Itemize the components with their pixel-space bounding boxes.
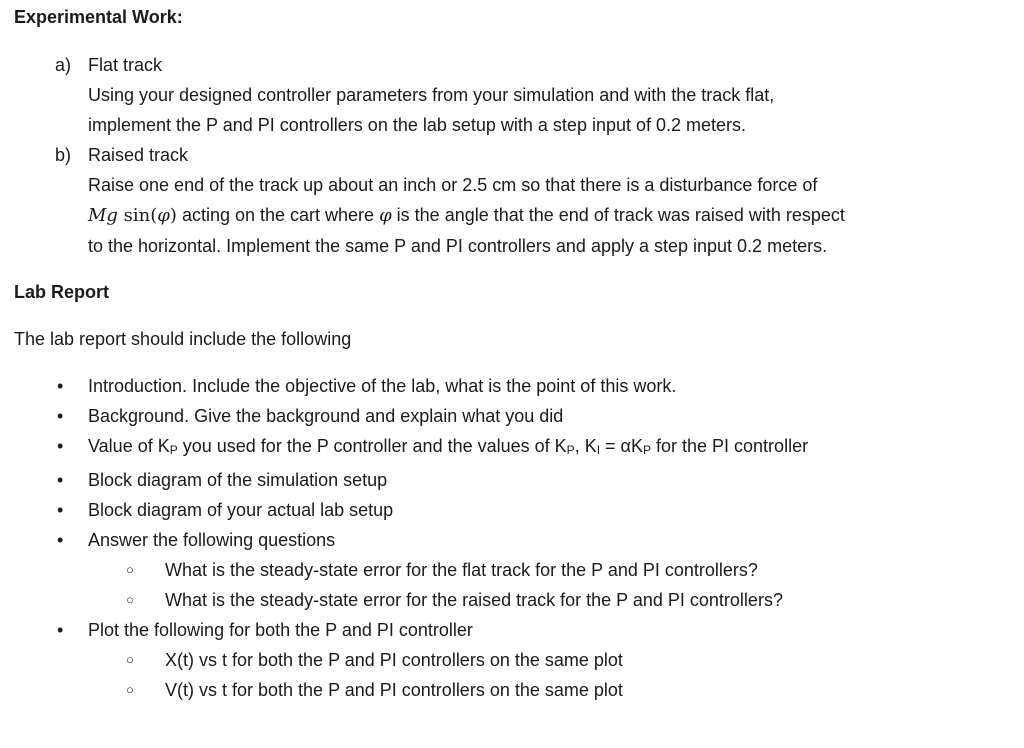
sub-bullet-item-raised-track-error xyxy=(126,585,1024,615)
bullet-item-block-diagram-lab xyxy=(57,495,1024,525)
bullet-icon: • xyxy=(57,376,64,396)
list-marker-b: b) xyxy=(55,145,72,165)
math-phi-symbol: φ xyxy=(157,205,170,226)
bullet-item-kp-values xyxy=(57,431,1024,465)
kp-text-segment: for the PI controller xyxy=(651,436,809,456)
kp-text-segment: you used for the P controller and the values of K xyxy=(177,436,567,456)
bullet-text: Answer the following questions xyxy=(88,530,336,550)
item-a-title: Flat track xyxy=(88,55,163,75)
subscript-P: P xyxy=(642,443,651,457)
item-a-body-line-2: implement the P and PI controllers on the lab setup with a step input of 0.2 meters. xyxy=(88,115,747,135)
list-item-b xyxy=(55,140,1024,261)
bullet-icon: • xyxy=(57,436,64,456)
bullet-text: Plot the following for both the P and PI controller xyxy=(88,620,473,640)
section-heading-lab-report: Lab Report xyxy=(14,282,110,302)
circle-bullet-icon: ○ xyxy=(126,592,134,607)
list-item-a xyxy=(55,50,1024,140)
kp-text-segment: = αK xyxy=(600,436,643,456)
item-b-body-line-1: Raise one end of the track up about an inch or 2.5 cm so that there is a disturbance force of xyxy=(88,175,818,195)
item-b-body-line-2 xyxy=(88,200,1024,231)
item-b-body-line-2-tail: is the angle that the end of track was raised with respect xyxy=(391,205,845,225)
sub-bullet-text: What is the steady-state error for the raised track for the P and PI controllers? xyxy=(165,590,783,610)
list-marker-a: a) xyxy=(55,55,72,75)
kp-text-segment: Value of K xyxy=(88,436,170,456)
math-close-paren: ) xyxy=(169,205,177,226)
bullet-item-answer-questions xyxy=(57,525,1024,555)
bullet-item-plot-following xyxy=(57,615,1024,645)
sub-bullet-item-xt-plot xyxy=(126,645,1024,675)
item-a-body-line-1: Using your designed controller parameters from your simulation and with the track flat, xyxy=(88,85,775,105)
circle-bullet-icon: ○ xyxy=(126,562,134,577)
sub-bullet-text: V(t) vs t for both the P and PI controllers on the same plot xyxy=(165,680,623,700)
alpha-list xyxy=(55,50,1024,261)
item-b-title: Raised track xyxy=(88,145,189,165)
sub-bullet-item-flat-track-error xyxy=(126,555,1024,585)
bullet-icon: • xyxy=(57,530,64,550)
bullet-text: Introduction. Include the objective of the lab, what is the point of this work. xyxy=(88,376,677,396)
item-b-body-line-3: to the horizontal. Implement the same P and PI controllers and apply a step input 0.2 meters. xyxy=(88,236,828,256)
subscript-P: P xyxy=(566,443,575,457)
bullet-list xyxy=(14,371,1024,705)
circle-bullet-icon: ○ xyxy=(126,682,134,697)
sub-bullet-text: X(t) vs t for both the P and PI controllers on the same plot xyxy=(165,650,623,670)
bullet-text xyxy=(88,431,1024,465)
bullet-text: Block diagram of your actual lab setup xyxy=(88,500,394,520)
bullet-icon: • xyxy=(57,470,64,490)
bullet-icon: • xyxy=(57,620,64,640)
bullet-text: Block diagram of the simulation setup xyxy=(88,470,388,490)
math-phi-symbol-2: φ xyxy=(379,205,392,226)
bullet-icon: • xyxy=(57,500,64,520)
kp-text-segment: , K xyxy=(574,436,597,456)
bullet-item-background xyxy=(57,401,1024,431)
subscript-P: P xyxy=(169,443,178,457)
section-heading-experimental: Experimental Work: xyxy=(14,7,183,27)
bullet-item-block-diagram-sim xyxy=(57,465,1024,495)
item-b-body-line-2-mid: acting on the cart where xyxy=(176,205,380,225)
math-term-Mg: Mg xyxy=(88,205,118,226)
circle-bullet-icon: ○ xyxy=(126,652,134,667)
lab-report-intro: The lab report should include the following xyxy=(14,329,352,349)
bullet-icon: • xyxy=(57,406,64,426)
bullet-item-introduction xyxy=(57,371,1024,401)
math-sin-open: sin( xyxy=(117,205,158,226)
subscript-I: I xyxy=(596,443,601,457)
sub-bullet-item-vt-plot xyxy=(126,675,1024,705)
bullet-text: Background. Give the background and explain what you did xyxy=(88,406,564,426)
sub-bullet-text: What is the steady-state error for the flat track for the P and PI controllers? xyxy=(165,560,758,580)
